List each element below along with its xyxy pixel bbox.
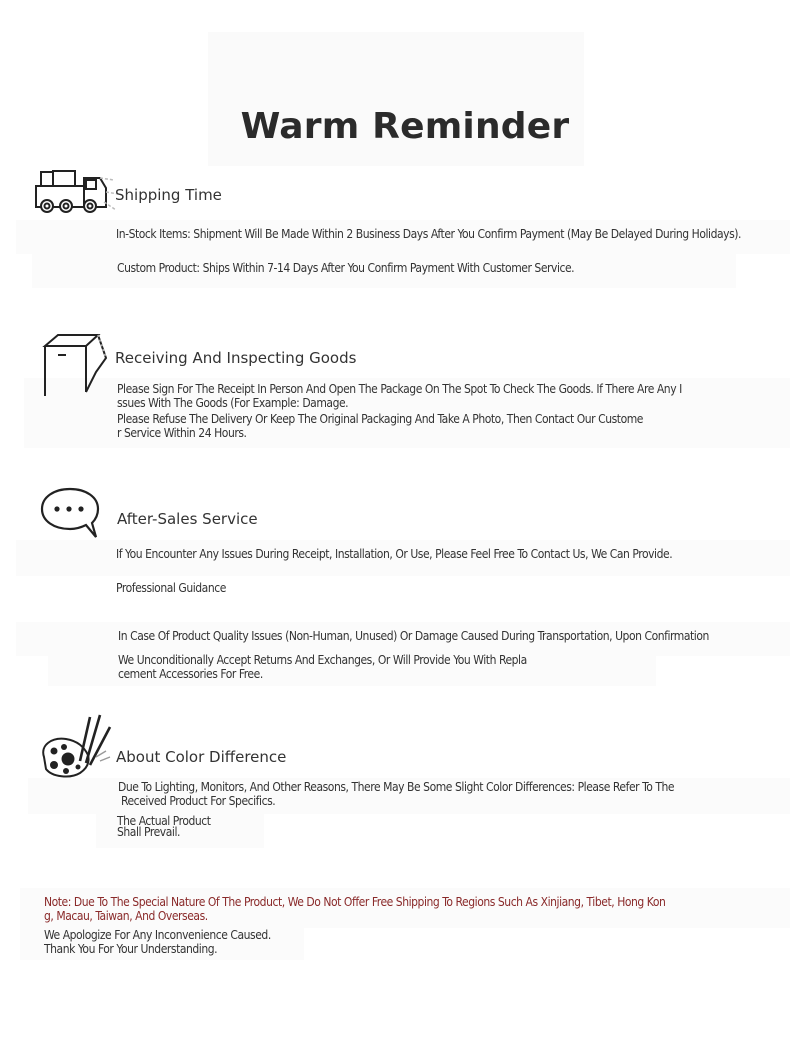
section-text-line: In-Stock Items: Shipment Will Be Made Within 2 Business Days After You Confirm Payment (May Be Delayed During Holidays). — [116, 227, 741, 241]
section-text-line: cement Accessories For Free. — [118, 667, 263, 681]
section-heading: About Color Difference — [116, 748, 287, 766]
section-heading: After-Sales Service — [117, 510, 258, 528]
section-text-line: Shall Prevail. — [117, 825, 180, 839]
section-text-line: Due To Lighting, Monitors, And Other Reasons, There May Be Some Slight Color Differences: Please Refer To The — [118, 780, 675, 794]
paint-palette-icon — [40, 711, 116, 781]
section-text-line: Professional Guidance — [116, 581, 226, 595]
section-heading: Receiving And Inspecting Goods — [115, 349, 357, 367]
section-text-line: r Service Within 24 Hours. — [117, 426, 247, 440]
truck-icon — [34, 170, 122, 214]
section-text-line: In Case Of Product Quality Issues (Non-Human, Unused) Or Damage Caused During Transportation, Upon Confirmation — [118, 629, 709, 643]
box-icon — [40, 332, 110, 402]
section-text-line: If You Encounter Any Issues During Receipt, Installation, Or Use, Please Feel Free To Contact Us, We Can Provide. — [116, 547, 673, 561]
page-title: Warm Reminder — [240, 106, 570, 148]
section-text-line: The Actual Product — [117, 814, 211, 828]
section-text-line: Please Refuse The Delivery Or Keep The Original Packaging And Take A Photo, Then Contact Our Custome — [117, 412, 643, 426]
section-text-line: Received Product For Specifics. — [118, 794, 276, 808]
shipping-restriction-note: g, Macau, Taiwan, And Overseas. — [44, 909, 208, 923]
apology-text: We Apologize For Any Inconvenience Caused. — [44, 928, 271, 942]
section-text-line: ssues With The Goods (For Example: Damage. — [117, 396, 349, 410]
chat-bubble-icon — [40, 487, 102, 541]
section-text-line: We Unconditionally Accept Returns And Exchanges, Or Will Provide You With Repla — [118, 653, 527, 667]
shipping-restriction-note: Note: Due To The Special Nature Of The Product, We Do Not Offer Free Shipping To Regions Such As Xinjiang, Tibet, Hong Kon — [44, 895, 666, 909]
apology-text: Thank You For Your Understanding. — [44, 942, 218, 956]
section-text-line: Please Sign For The Receipt In Person And Open The Package On The Spot To Check The Goods. If There Are Any I — [117, 382, 682, 396]
section-heading: Shipping Time — [115, 186, 222, 204]
section-text-line: Custom Product: Ships Within 7-14 Days After You Confirm Payment With Customer Service. — [117, 261, 575, 275]
